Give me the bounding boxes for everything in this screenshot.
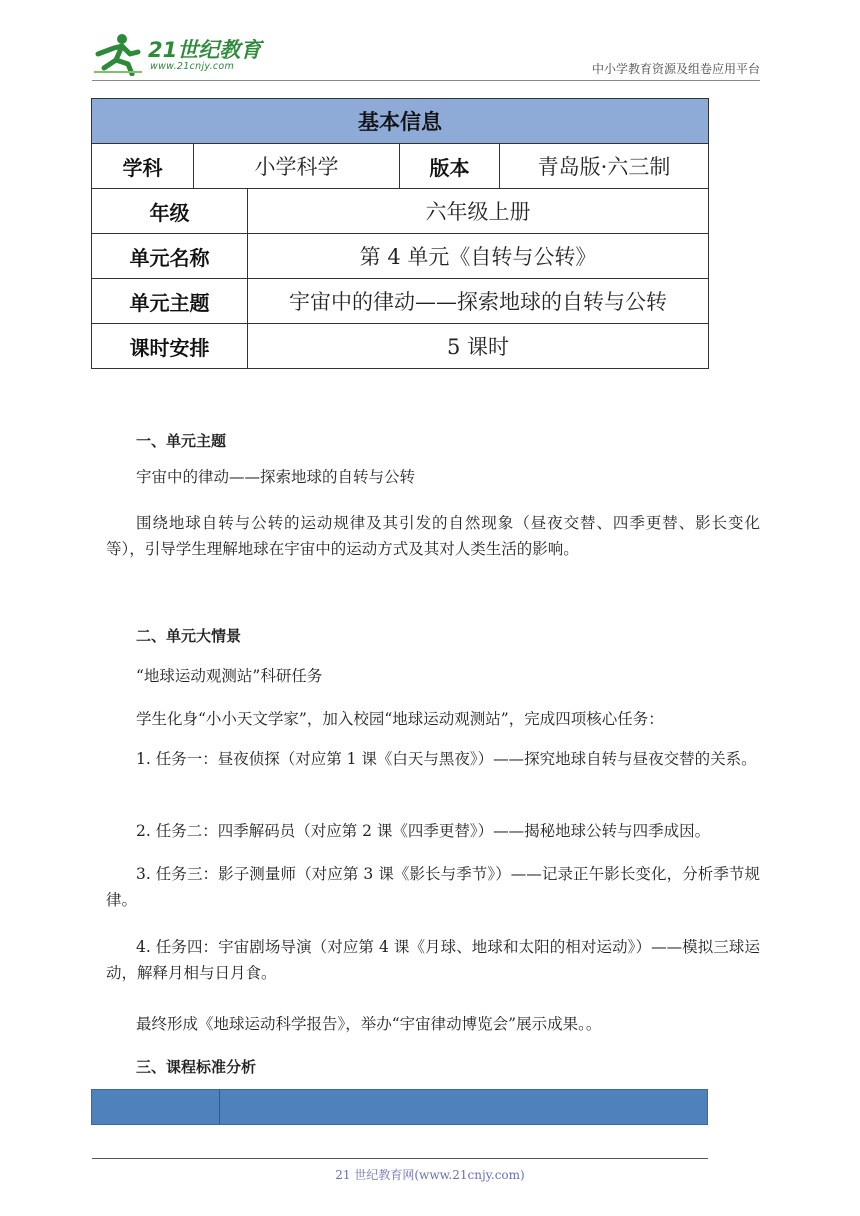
task-item: 1. 任务一：昼夜侦探（对应第 1 课《白天与黑夜》）——探究地球自转与昼夜交替的关系。: [136, 750, 757, 768]
outcome-line: 最终形成《地球运动科学报告》，举办“宇宙律动博览会”展示成果。。: [136, 1015, 602, 1033]
platform-name: 中小学教育资源及组卷应用平台: [591, 62, 760, 76]
column-divider: [219, 1090, 220, 1124]
footer-divider: [92, 1158, 708, 1159]
section-heading-scenario: 二、单元大情景: [136, 627, 242, 645]
task-item: 4. 任务四：宇宙剧场导演（对应第 4 课《月球、地球和太阳的相对运动》）——模拟三球运动，解释月相与日月食。: [106, 938, 760, 982]
edition-label: 版本: [400, 144, 500, 189]
scenario-intro: 学生化身“小小天文学家”，加入校园“地球运动观测站”，完成四项核心任务：: [136, 710, 664, 728]
grade-label: 年级: [92, 189, 248, 234]
logo-name: 21世纪教育: [148, 38, 262, 62]
unit-theme-label: 单元主题: [92, 279, 248, 324]
unit-theme-line: 宇宙中的律动——探索地球的自转与公转: [136, 468, 416, 486]
header-divider: [92, 80, 760, 81]
schedule-value: 5 课时: [248, 324, 709, 369]
page-header: [92, 30, 760, 80]
subject-value: 小学科学: [194, 144, 400, 189]
edition-value: 青岛版·六三制: [500, 144, 709, 189]
standards-table-header: [91, 1089, 708, 1125]
task-item: 2. 任务二：四季解码员（对应第 2 课《四季更替》）——揭秘地球公转与四季成因。: [136, 822, 711, 840]
grade-value: 六年级上册: [248, 189, 709, 234]
unit-theme-value: 宇宙中的律动——探索地球的自转与公转: [248, 279, 709, 324]
schedule-label: 课时安排: [92, 324, 248, 369]
footer-text: 21 世纪教育网(www.21cnjy.com): [335, 1168, 525, 1182]
section-heading-standards: 三、课程标准分析: [136, 1058, 257, 1076]
section-heading-unit-theme: 一、单元主题: [136, 432, 227, 450]
task-item: 3. 任务三：影子测量师（对应第 3 课《影长与季节》）——记录正午影长变化，分析季节规律。: [106, 865, 760, 909]
runner-logo-icon: [92, 32, 148, 76]
basic-info-table: [91, 98, 709, 369]
logo: [92, 30, 262, 78]
scenario-title: “地球运动观测站”科研任务: [136, 667, 323, 685]
table-title: 基本信息: [92, 99, 709, 144]
subject-label: 学科: [92, 144, 194, 189]
unit-theme-paragraph: 围绕地球自转与公转的运动规律及其引发的自然现象（昼夜交替、四季更替、影长变化等），引导学生理解地球在宇宙中的运动方式及其对人类生活的影响。: [106, 514, 760, 558]
logo-url: www.21cnjy.com: [150, 61, 235, 72]
unit-name-value: 第 4 单元《自转与公转》: [248, 234, 709, 279]
unit-name-label: 单元名称: [92, 234, 248, 279]
